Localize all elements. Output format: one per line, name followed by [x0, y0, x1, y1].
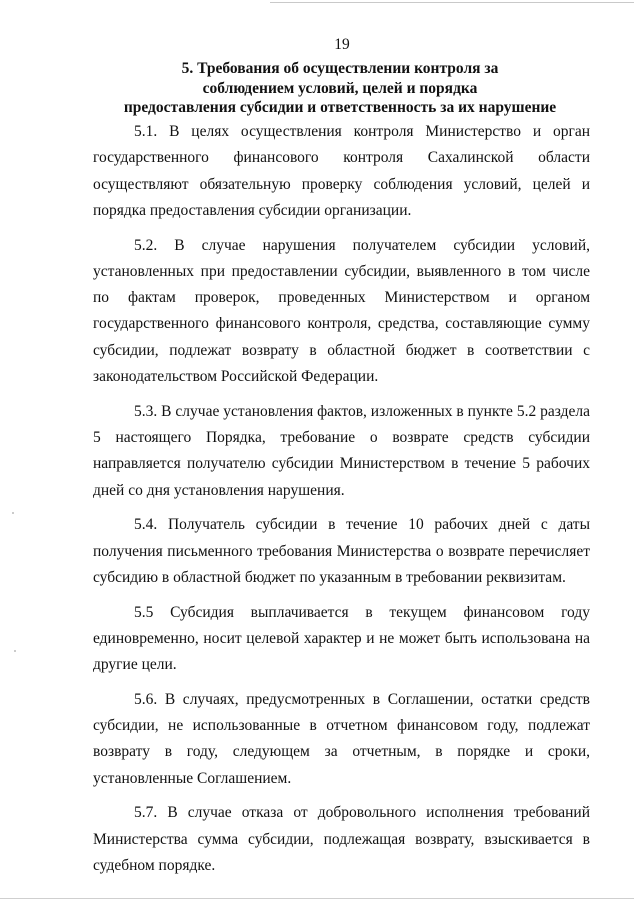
section-title [90, 59, 590, 118]
paragraph-5-5: 5.5 Субсидия выплачивается в текущем финансовом году единовременно, носит целевой характер и не может быть использована на другие цели. [93, 603, 590, 674]
section-title-line-3: предоставления субсидии и ответственность за их нарушение [123, 99, 557, 116]
section-title-line-1: 5. Требования об осуществлении контроля за [181, 60, 499, 77]
scan-edge-top [270, 2, 634, 3]
section-body [93, 119, 590, 888]
paragraph-5-3: 5.3. В случае установления фактов, изложенных в пункте 5.2 раздела 5 настоящего Порядка, требование о возврате средств субсидии направляется получателю субсидии Министерством в течение 5 рабочих дней со дня установления нарушения. [93, 402, 590, 499]
paragraph-5-1: 5.1. В целях осуществления контроля Министерство и орган государственного финансового контроля Сахалинской области осуществляют обязательную проверку соблюдения условий, целей и порядка предоставления субсидии организации. [93, 123, 590, 219]
section-title-line-2: соблюдением условий, целей и порядка [202, 79, 478, 97]
scan-speck [14, 650, 16, 652]
scan-speck [12, 512, 14, 514]
paragraph-5-2: 5.2. В случае нарушения получателем субсидии условий, установленных при предоставлении субсидии, выявленного в том числе по фактам проверок, проведенных Министерством и органом государственного финансового контроля, средства, составляющие сумму субсидии, подлежат возврату в областной бюджет в соответствии с законодательством Российской Федерации. [93, 236, 590, 386]
scan-edge-bottom [0, 898, 634, 899]
page-number: 19 [334, 36, 350, 53]
paragraph-5-6: 5.6. В случаях, предусмотренных в Соглашении, остатки средств субсидии, не использованные в отчетном финансовом году, подлежат возврату в году, следующем за отчетным, в порядке и сроки, установленные Соглашением. [93, 690, 590, 787]
paragraph-5-4: 5.4. Получатель субсидии в течение 10 рабочих дней с даты получения письменного требования Министерства о возврате перечисляет субсидию в областной бюджет по указанным в требовании реквизитам. [93, 516, 590, 586]
paragraph-5-7: 5.7. В случае отказа от добровольного исполнения требований Министерства сумма субсидии, подлежащая возврату, взыскивается в судебном порядке. [93, 804, 590, 875]
